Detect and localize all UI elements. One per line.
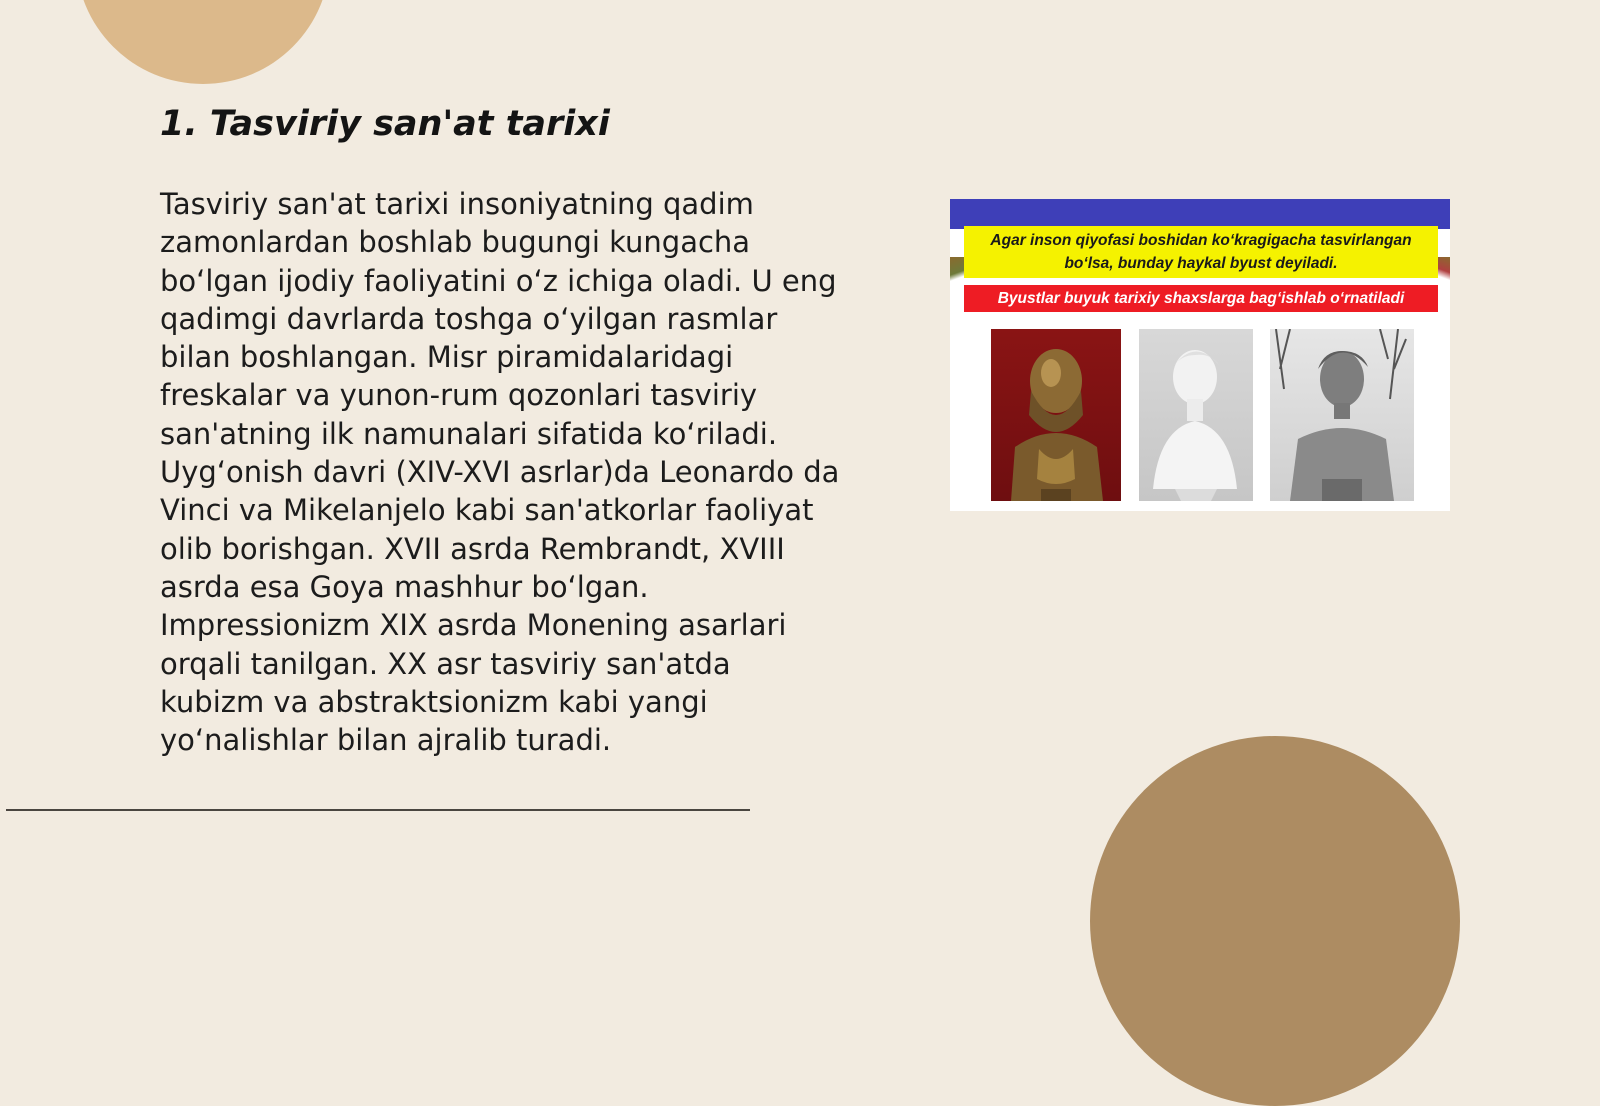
bronze-bust-photo: [991, 329, 1121, 501]
image-red-caption: Byustlar buyuk tarixiy shaxslarga bag‘ishlab o‘rnatiladi: [964, 285, 1438, 312]
stone-bust-photo: [1270, 329, 1414, 501]
image-decor-stripe-right: [1436, 257, 1450, 291]
slide-title: 1. Tasviriy san'at tarixi: [160, 104, 610, 144]
image-blue-banner: [950, 199, 1450, 229]
divider-line: [6, 809, 750, 811]
decorative-circle-top: [76, 0, 330, 84]
image-yellow-caption-line2: bo‘lsa, bunday haykal byust deyiladi.: [1064, 255, 1338, 272]
image-yellow-caption: [964, 226, 1438, 278]
slide-body-text: Tasviriy san'at tarixi insoniyatning qadim zamonlardan boshlab bugungi kungacha bo‘lgan ijodiy faoliyatini o‘z ichiga oladi. U eng qadimgi davrlarda toshga o‘yilgan rasmlar bilan boshlangan. Misr piramidalaridagi freskalar va yunon-rum qozonlari tasviriy san'atning ilk namunalari sifatida ko‘riladi. Uyg‘onish davri (XIV-XVI asrlar)da Leonardo da Vinci va Mikelanjelo kabi san'atkorlar faoliyat olib borishgan. XVII asrda Rembrandt, XVIII asrda esa Goya mashhur bo‘lgan. Impressionizm XIX asrda Monening asarlari orqali tanilgan. XX asr tasviriy san'atda kubizm va abstraktsionizm kabi yangi yo‘nalishlar bilan ajralib turadi.: [160, 187, 840, 758]
image-yellow-caption-line1: Agar inson qiyofasi boshidan ko‘kragigacha tasvirlangan: [990, 232, 1412, 249]
marble-bust-photo: [1139, 329, 1253, 501]
decorative-circle-bottom: [1090, 736, 1460, 1106]
bust-illustration-image: [950, 199, 1450, 511]
